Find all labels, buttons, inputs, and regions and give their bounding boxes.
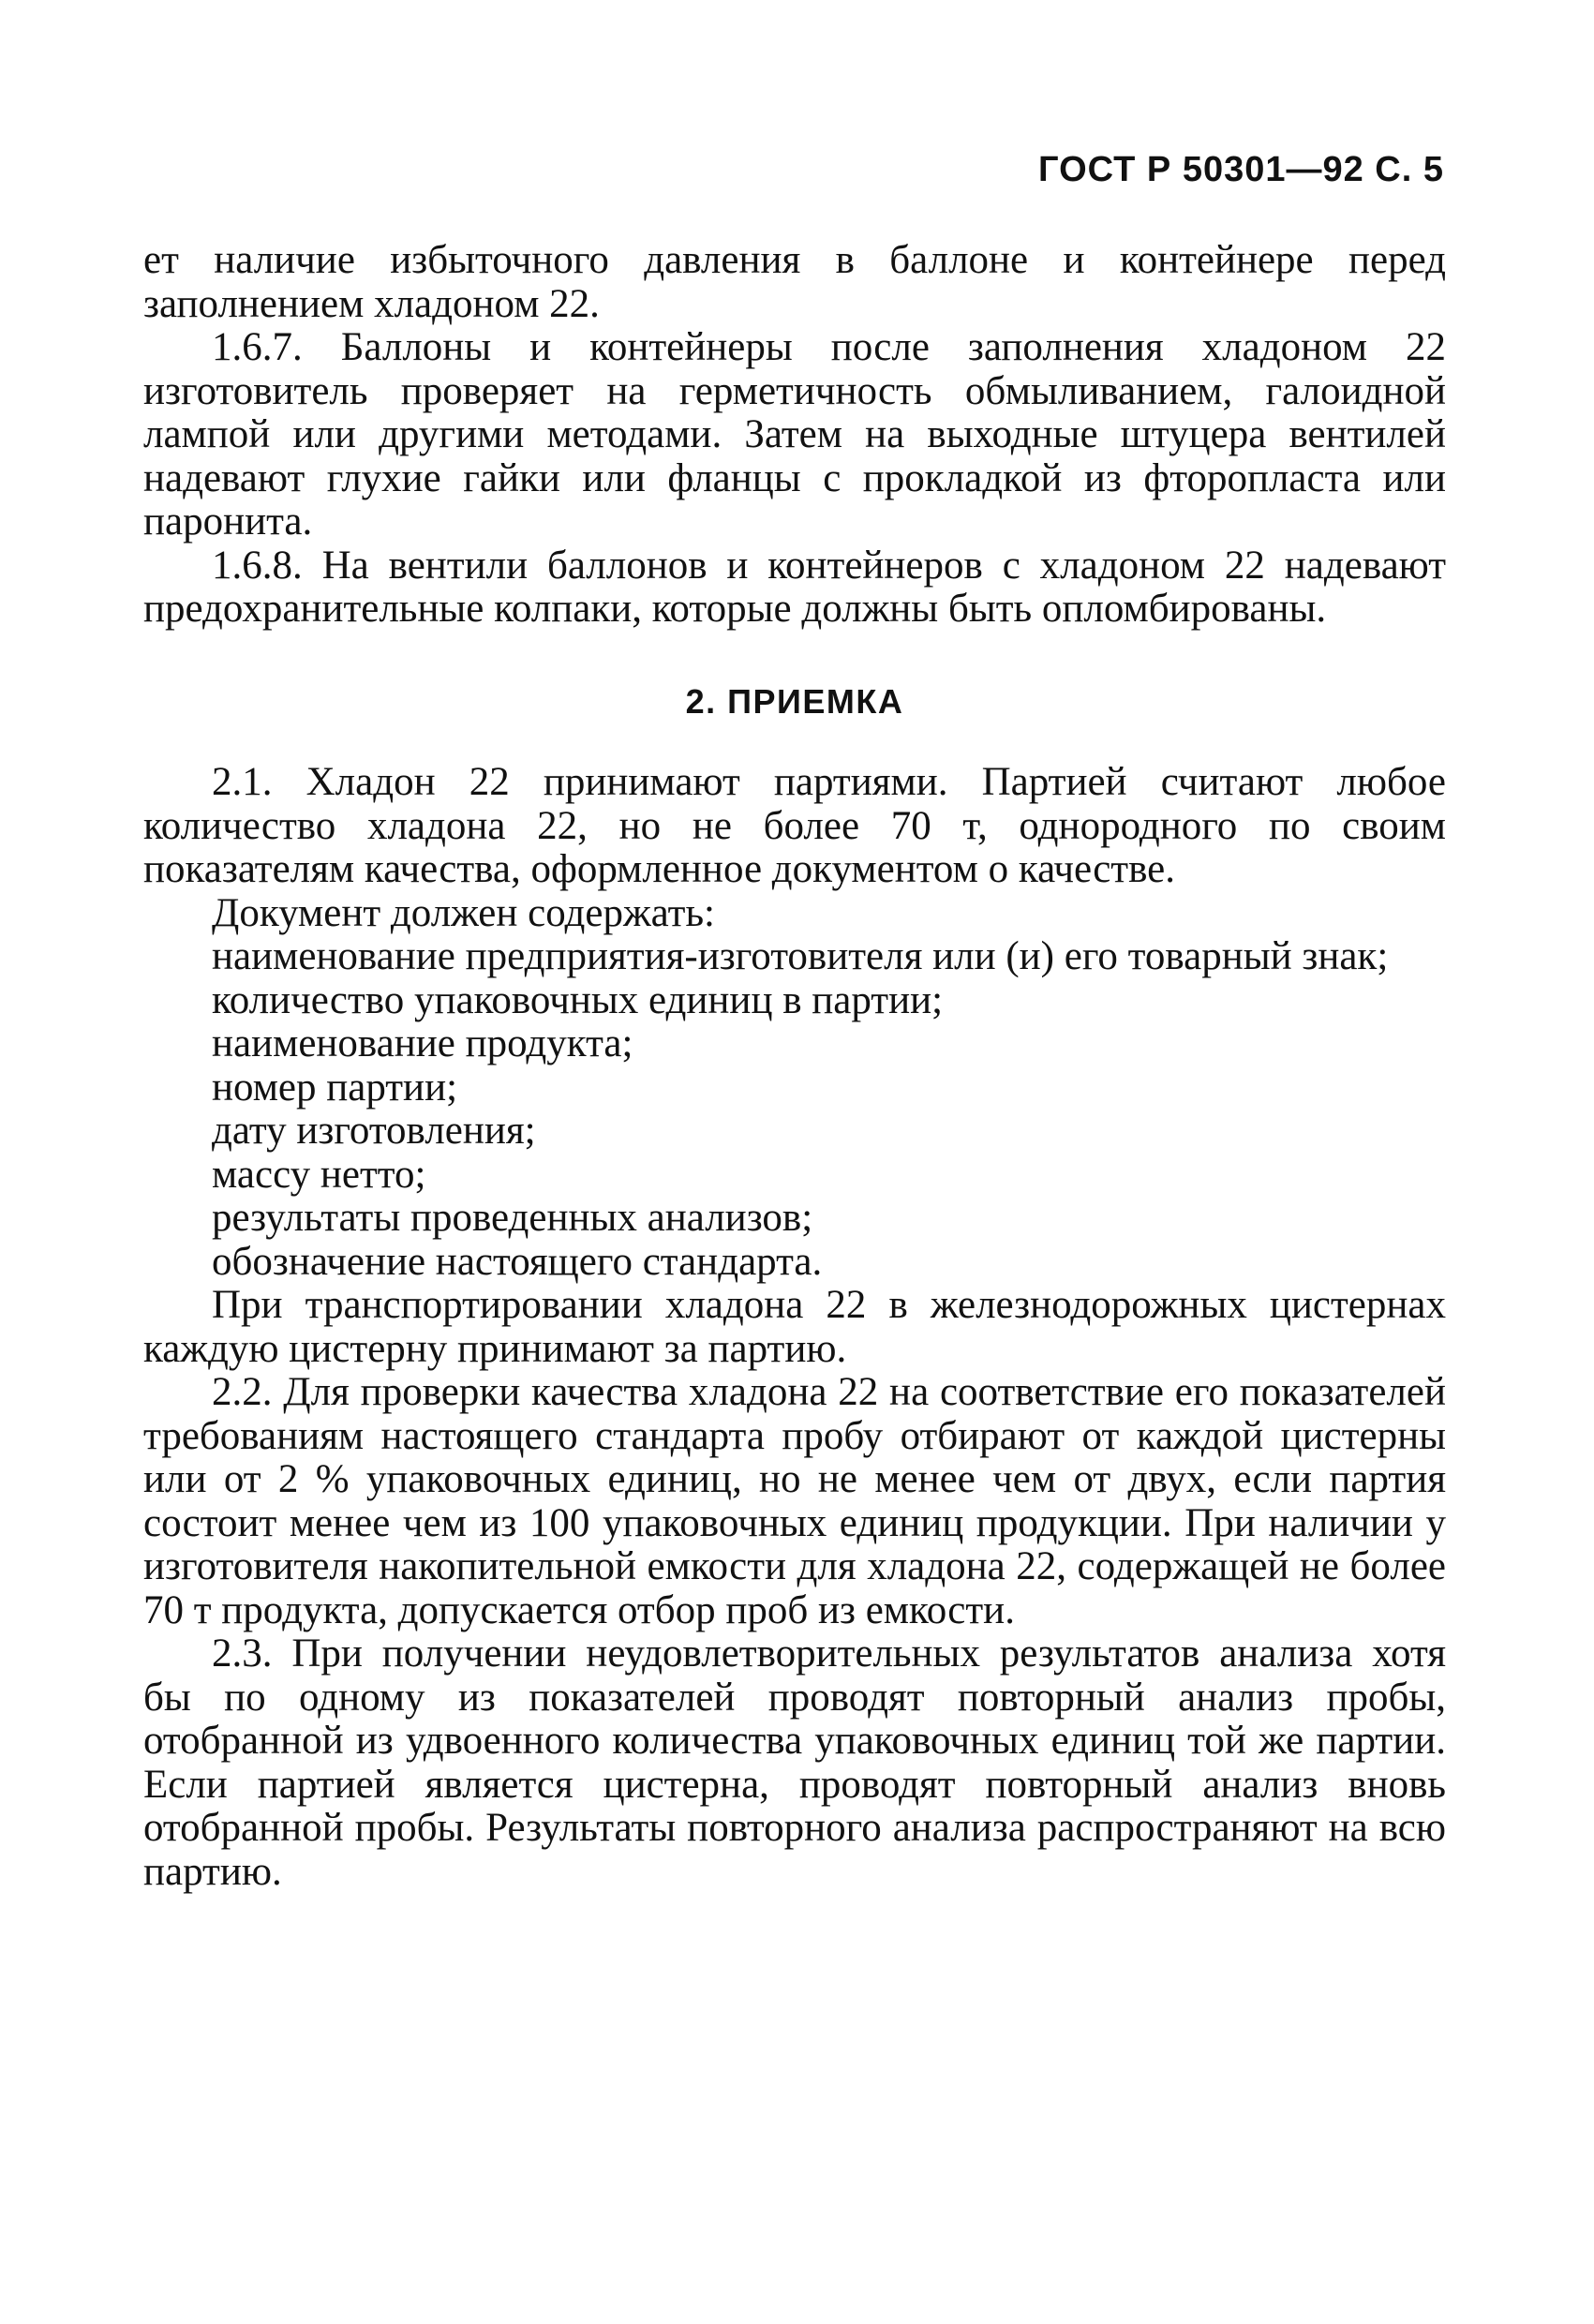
paragraph-continuation: ет наличие избыточного давления в баллоне и контейнере перед заполнением хладоном 22.	[143, 238, 1446, 326]
document-requirements-intro: Документ должен содержать:	[212, 890, 715, 935]
paragraph-2-1: 2.1. Хладон 22 принимают партиями. Партией считают любое количество хладона 22, но не более 70 т, однородного по своим показателям качества, оформленное документом о качестве.	[143, 760, 1446, 891]
document-body	[143, 239, 1446, 1894]
list-item: количество упаковочных единиц в партии;	[212, 977, 944, 1022]
list-item: обозначение настоящего стандарта.	[212, 1239, 823, 1284]
list-item: номер партии;	[212, 1065, 458, 1110]
list-item: наименование продукта;	[212, 1021, 633, 1065]
list-item: дату изготовления;	[212, 1109, 536, 1153]
list-item: результаты проведенных анализов;	[212, 1196, 813, 1240]
paragraph-2-2: 2.2. Для проверки качества хладона 22 на соответствие его показателей требованиям настоящего стандарта пробу отбирают от каждой цистерны или от 2 % упаковочных единиц, но не менее чем от двух, если партия состоит менее чем из 100 упаковочных единиц продукции. При наличии у изготовителя накопительной емкости для хладона 22, содержащей не более 70 т продукта, допускается отбор проб из емкости.	[143, 1370, 1446, 1632]
paragraph-1-6-8: 1.6.8. На вентили баллонов и контейнеров с хладоном 22 надевают предохранительные колпаки, которые должны быть опломбированы.	[143, 543, 1446, 631]
paragraph-transport: При транспортировании хладона 22 в железнодорожных цистернах каждую цистерну принимают за партию.	[143, 1283, 1446, 1371]
page-header: ГОСТ Р 50301—92 С. 5	[1038, 150, 1444, 189]
list-item: массу нетто;	[212, 1152, 426, 1197]
paragraph-2-3: 2.3. При получении неудовлетворительных результатов анализа хотя бы по одному из показателей проводят повторный анализ пробы, отобранной из удвоенного количества упаковочных единиц той же партии. Если партией является цистерна, проводят повторный анализ вновь отобранной пробы. Результаты повторного анализа распространяют на всю партию.	[143, 1631, 1446, 1894]
section-title: 2. ПРИЕМКА	[685, 681, 904, 721]
list-item: наименование предприятия-изготовителя или (и) его товарный знак;	[212, 934, 1389, 978]
paragraph-1-6-7: 1.6.7. Баллоны и контейнеры после заполнения хладоном 22 изготовитель проверяет на герметичность обмыливанием, галоидной лампой или другими методами. Затем на выходные штуцера вентилей надевают глухие гайки или фланцы с прокладкой из фторопласта или паронита.	[143, 325, 1446, 544]
